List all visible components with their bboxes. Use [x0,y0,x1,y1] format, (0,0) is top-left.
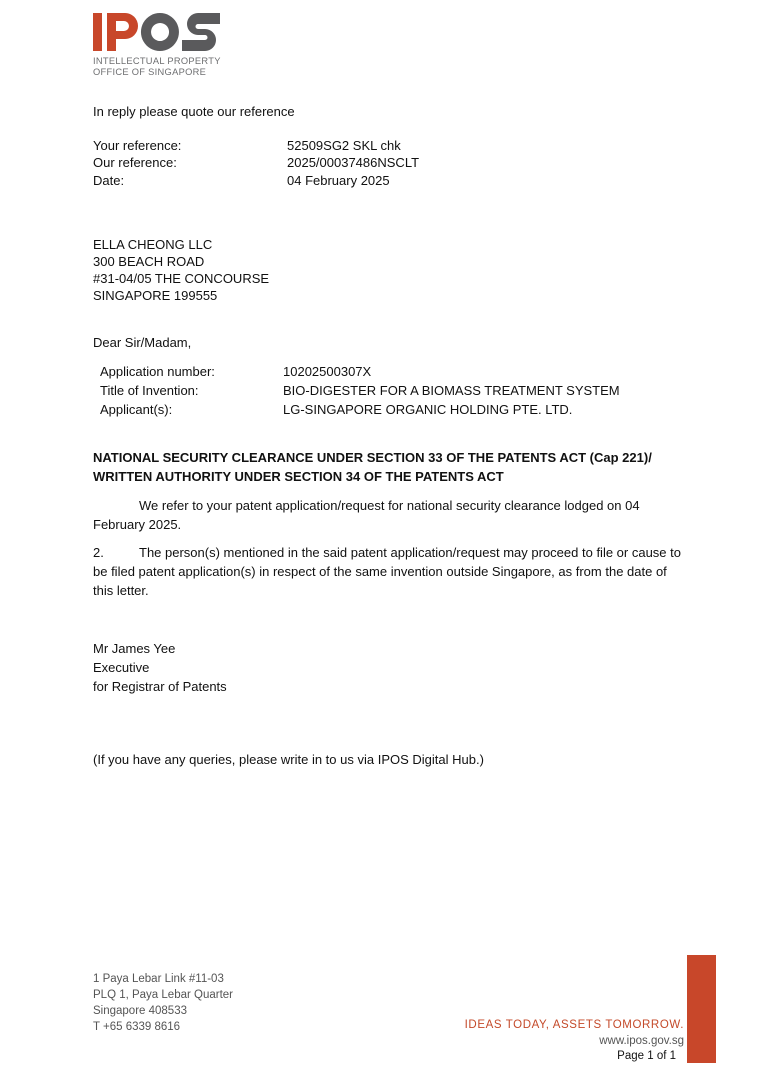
applicant-label: Applicant(s): [100,402,173,417]
signatory-name: Mr James Yee [93,641,176,656]
address-line: SINGAPORE 199555 [93,288,218,303]
our-reference-label: Our reference: [93,155,177,170]
invention-title-label: Title of Invention: [100,383,199,398]
logo-line-2: OFFICE OF SINGAPORE [93,67,207,77]
invention-title-value: BIO-DIGESTER FOR A BIOMASS TREATMENT SYSTEM [283,383,620,398]
your-reference-label: Your reference: [93,138,182,153]
footer-slogan: IDEAS TODAY, ASSETS TOMORROW. [464,1019,684,1031]
your-reference-value: 52509SG2 SKL chk [287,138,401,153]
our-reference-value: 2025/00037486NSCLT [287,155,420,170]
signatory-block [93,639,227,696]
footer-address-line: Singapore 408533 [93,1005,187,1017]
signatory-title: Executive [93,660,150,675]
address-line: #31-04/05 THE CONCOURSE [93,271,270,286]
ipos-wordmark-graphic [92,12,232,54]
footer-phone: T +65 6339 8616 [93,1021,181,1033]
applicant-value: LG-SINGAPORE ORGANIC HOLDING PTE. LTD. [283,402,573,417]
page-number: Page 1 of 1 [617,1050,676,1062]
recipient-address [93,236,269,304]
quote-reference-line: In reply please quote our reference [93,104,295,119]
address-line: ELLA CHEONG LLC [93,237,213,252]
footer-website-link[interactable]: www.ipos.gov.sg [599,1035,684,1047]
logo-caption [93,56,221,78]
letter-heading: NATIONAL SECURITY CLEARANCE UNDER SECTION 33 OF THE PATENTS ACT (Cap 221)/ WRITTEN AUTHORITY UNDER SECTION 34 OF THE PATENTS ACT [93,450,652,484]
paragraph-1 [93,496,683,534]
address-line: 300 BEACH ROAD [93,254,205,269]
paragraph-2 [93,543,683,600]
footer-address [93,971,233,1035]
footer-address-line: 1 Paya Lebar Link #11-03 [93,973,224,985]
ipos-logo [92,12,232,78]
footer-accent-bar [687,955,716,1063]
application-number-label: Application number: [100,364,215,379]
signatory-role: for Registrar of Patents [93,679,227,694]
date-label: Date: [93,173,125,188]
application-number-value: 10202500307X [283,364,372,379]
footer-address-line: PLQ 1, Paya Lebar Quarter [93,989,233,1001]
salutation: Dear Sir/Madam, [93,335,192,350]
queries-note: (If you have any queries, please write in to us via IPOS Digital Hub.) [93,752,484,767]
paragraph-2-number: 2. [93,545,104,560]
logo-line-1: INTELLECTUAL PROPERTY [93,56,221,66]
paragraph-2-text: The person(s) mentioned in the said patent application/request may proceed to file or cause to be filed patent application(s) in respect of the same invention outside Singapore, as from the date of this letter. [93,545,681,598]
date-value: 04 February 2025 [287,173,390,188]
paragraph-1-text: We refer to your patent application/request for national security clearance lodged on 04 February 2025. [93,498,640,532]
